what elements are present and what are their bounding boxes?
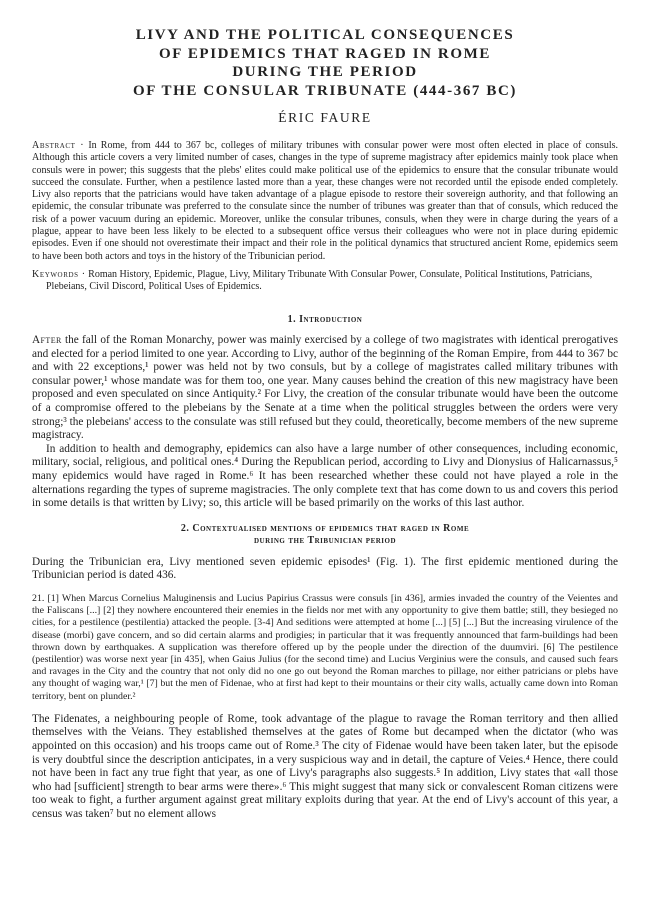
body-paragraph: The Fidenates, a neighbouring people of Rome, took advantage of the plague to ravage the Roman territory and then allied themselves with the Veians. They established themselves at the gates of Rome but decamped when the dictator (who was appointed on this occasion) and his troops came out of Rome.³ The city of Fidenae would have been taken later, but the episode is very doubtful since the description anticipates, in a very suspicious way and in detail, the capture of Veies.⁴ Hence, there could not have been in fact any true fight that year, as one of Livy's paragraphs also suggests.⁵ In addition, Livy states that «all those who had [sufficient] strength to bear arms were there».⁶ This might suggest that many sick or convalescent Roman citizens were too weak to fight, a further argument against great military exploits during that year. At the end of Livy's account of this year, a census was taken⁷ but no element allows bbox=[32, 712, 618, 820]
abstract bbox=[32, 140, 618, 263]
heading-line: 2. Contextualised mentions of epidemics that raged in Rome bbox=[180, 522, 470, 534]
paragraph-lead-word: After bbox=[32, 334, 62, 347]
section-heading-introduction: 1. Introduction bbox=[287, 313, 363, 325]
heading-line: during the Tribunician period bbox=[253, 535, 397, 547]
paragraph-text: the fall of the Roman Monarchy, power was mainly exercised by a college of two magistrates with identical prerogatives and elected for a period limited to one year. According to Livy, author of the beginning of the Roman Empire, from 444 to 367 bc and with 22 exceptions,¹ power was held not by two consuls, but by a college of magistrates called military tribunes with consular power,¹ whose mandate was for them too, one year. Many causes behind the creation of this new magistracy have been proposed and even speculated on since Antiquity.² For Livy, the creation of the consular tribunate would have been the outcome of a compromise offered to the plebeians by the Senate at a time when the political struggles between the orders were very strong;³ the plebeians' access to the consulate was still refused but they could, theoretically, become members of the new supreme magistracy. bbox=[32, 334, 618, 442]
article-title bbox=[32, 26, 618, 100]
title-line: DURING THE PERIOD bbox=[232, 64, 418, 80]
abstract-label: Abstract · bbox=[32, 140, 85, 151]
author-name: ÉRIC FAURE bbox=[278, 110, 372, 125]
keywords bbox=[32, 269, 618, 294]
body-paragraph: In addition to health and demography, epidemics can also have a large number of other consequences, including economic, military, social, religious, and political ones.⁴ During the Republican period, according to Livy and Dionysius of Halicarnassus,⁵ many epidemics would have raged in Rome.⁶ It has been researched whether these could not have played a role in the alternations regarding the types of supreme magistracies. The only complete text that has come down to us and covers this period in some details is that written by Livy; so, this article will be based primarily on the works of this last author. bbox=[32, 442, 618, 510]
keywords-text: Roman History, Epidemic, Plague, Livy, Military Tribunate With Consular Power, Consulate, Political Institutions, Patricians, Plebeians, Civil Discord, Political Uses of Epidemics. bbox=[46, 268, 593, 293]
title-line: OF EPIDEMICS THAT RAGED IN ROME bbox=[159, 45, 491, 62]
body-paragraph: During the Tribunician era, Livy mentioned seven epidemic episodes¹ (Fig. 1). The first epidemic mentioned during the Tribunician period is dated 436. bbox=[32, 555, 618, 582]
body-paragraph bbox=[32, 334, 618, 443]
block-quote-livy: 21. [1] When Marcus Cornelius Maluginensis and Lucius Papirius Crassus were consuls [in 436], armies invaded the country of the Veientes and the Faliscans [...] [2] they nowhere encountered their enemies in the fields nor met with any opportunity to give them battle; still, they besieged no cities, for a pestilence (pestilentia) attacked the people. [3-4] And seditions were attempted at home [...] [5] [...] But the increasing virulence of the disease (morbi) gave concern, and so did certain alarms and prodigies; in particular that it was frequently announced that farm-buildings had been thrown down by earthquakes. A supplication was therefore offered up by the people under the direction of the duumviri. [6] The pestilence (pestilentior) was worse next year [in 435], when Gaius Julius (for the second time) and Lucius Verginius were the consuls, and caused such fears and ravages in the City and the country that not only did no one go out beyond the Roman marches to pillage, nor either patricians or plebs have any thought of waging war,¹ [7] but the men of Fidenae, who at first had kept to their mountains or their city walls, actually came down into Roman territory, bent on plunder.² bbox=[32, 592, 618, 702]
title-line: LIVY AND THE POLITICAL CONSEQUENCES bbox=[135, 27, 515, 43]
article-page bbox=[32, 26, 618, 822]
abstract-text: In Rome, from 444 to 367 bc, colleges of military tribunes with consular power were most often elected in place of consuls. Although this article covers a very limited number of cases, changes in the type of supreme magistracy after epidemics mainly took place when consuls were in power; this suggests that the plebs' elites could make political use of the epidemics to ensure that the consular tribunate would succeed the consulate. Further, when a pestilence lasted more than a year, these changes were not recorded until the episode ended completely. Livy also reports that the patricians would have taken advantage of a plague episode to restore their sovereign authority, and that following an epidemic, the consular tribunate was preferred to the consulate since the number of tribunes was greater than that of consuls, which reduced the risk of a power vacuum during an epidemic. Moreover, unlike the consular tribunes, consuls, when they were in charge during the years of a plague, appear to have been less likely to be elected to a subsequent office versus their colleagues who were not in place during epidemic episodes. Even if one should not overestimate their impact and their role in the political dynamics that structured ancient Rome, epidemics seem to have been both actors and toys in the history of the Tribunician period. bbox=[32, 140, 618, 262]
title-line: OF THE CONSULAR TRIBUNATE (444-367 BC) bbox=[132, 82, 518, 99]
section-heading-contextualised-mentions bbox=[32, 523, 618, 548]
keywords-label: Keywords · bbox=[32, 268, 86, 280]
